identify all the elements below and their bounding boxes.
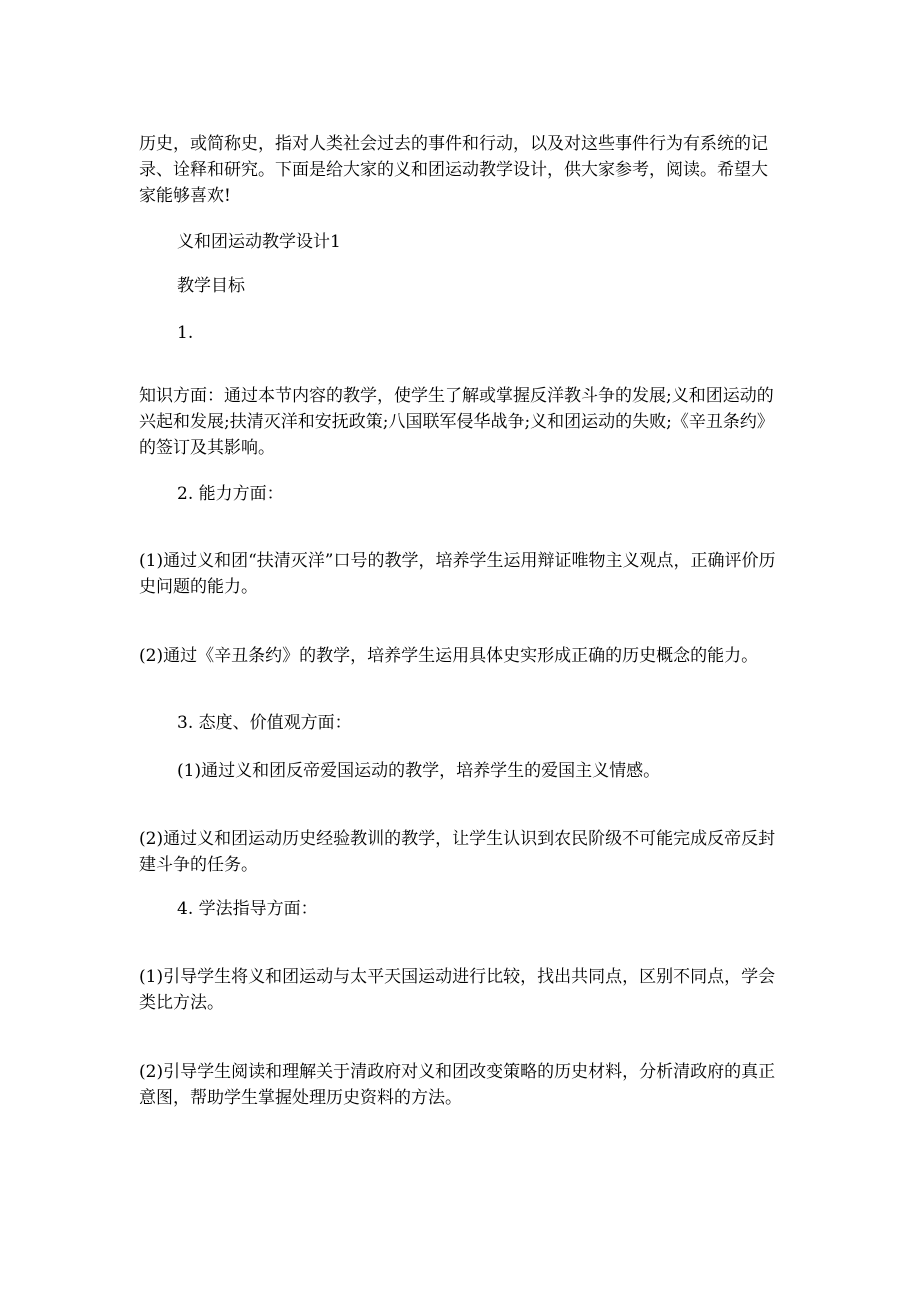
method-item-2: (2)引导学生阅读和理解关于清政府对义和团改变策略的历史材料，分析清政府的真正意图，帮助学生掌握处理历史资料的方法。: [139, 1062, 776, 1108]
section-title: 义和团运动教学设计1: [177, 232, 341, 252]
attitude-item-1: (1)通过义和团反帝爱国运动的教学，培养学生的爱国主义情感。: [177, 761, 661, 781]
attitude-item-2: (2)通过义和团运动历史经验教训的教学，让学生认识到农民阶级不可能完成反帝反封建斗争的任务。: [139, 829, 776, 875]
heading-study-method: 4. 学法指导方面：: [177, 899, 318, 919]
intro-paragraph: 历史，或简称史，指对人类社会过去的事件和行动，以及对这些事件行为有系统的记录、诠释和研究。下面是给大家的义和团运动教学设计，供大家参考，阅读。希望大家能够喜欢!: [139, 134, 768, 206]
ability-item-1: (1)通过义和团“扶清灭洋”口号的教学，培养学生运用辩证唯物主义观点，正确评价历史问题的能力。: [139, 551, 776, 597]
ability-item-2: (2)通过《辛丑条约》的教学，培养学生运用具体史实形成正确的历史概念的能力。: [139, 646, 759, 666]
heading-teaching-goals: 教学目标: [177, 276, 245, 296]
heading-attitude-values: 3. 态度、价值观方面：: [177, 713, 352, 733]
item-number-1: 1.: [177, 323, 194, 343]
heading-ability: 2. 能力方面：: [177, 484, 284, 504]
method-item-1: (1)引导学生将义和团运动与太平天国运动进行比较，找出共同点，区别不同点，学会类比方法。: [139, 967, 776, 1013]
knowledge-paragraph: 知识方面：通过本节内容的教学，使学生了解或掌握反洋教斗争的发展;义和团运动的兴起和发展;扶清灭洋和安抚政策;八国联军侵华战争;义和团运动的失败;《辛丑条约》的签订及其影响。: [139, 386, 774, 458]
